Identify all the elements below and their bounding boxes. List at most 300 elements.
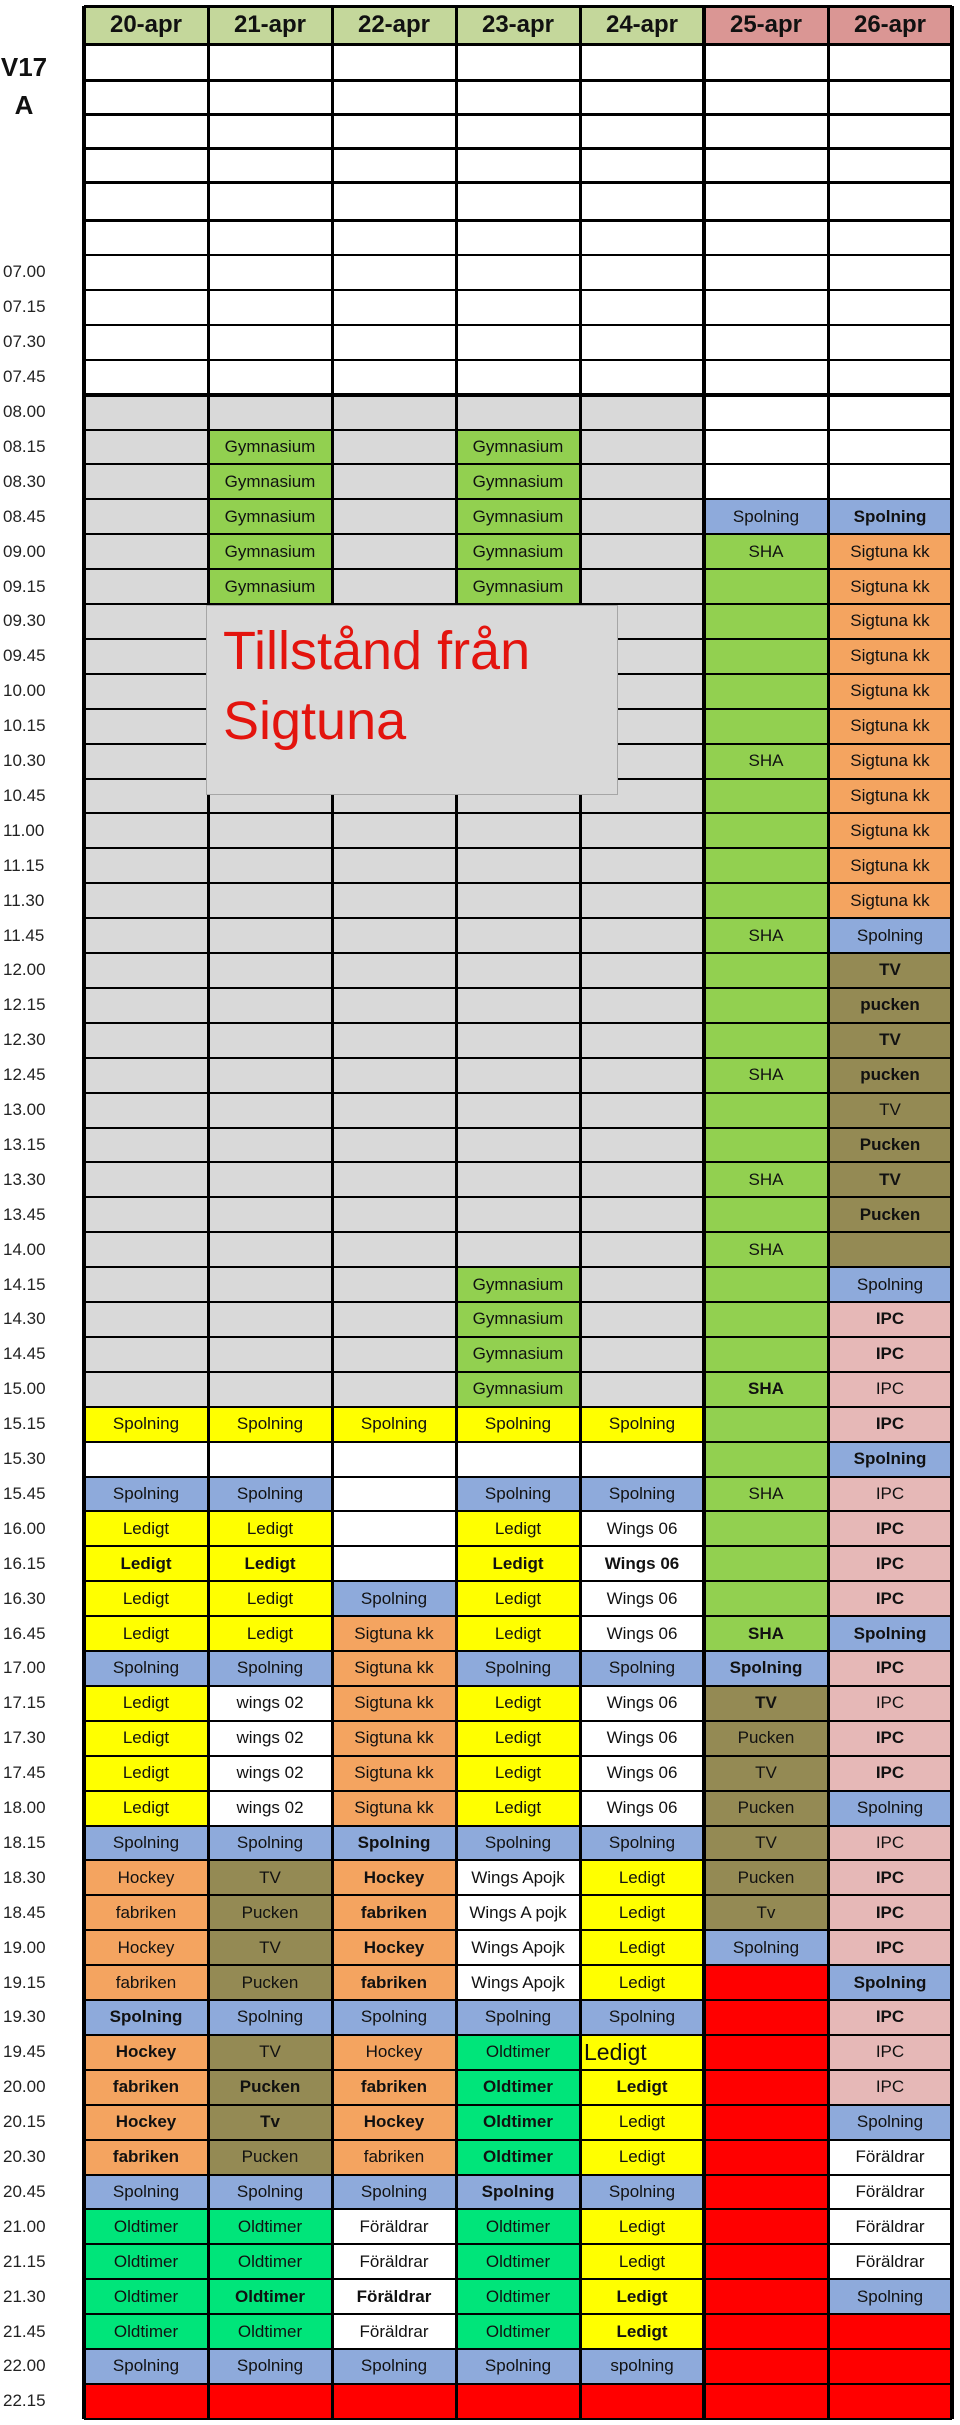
schedule-cell[interactable] (332, 1162, 456, 1197)
schedule-cell[interactable] (208, 290, 332, 325)
schedule-cell[interactable]: Pucken (828, 1128, 952, 1163)
schedule-cell[interactable]: Ledigt (84, 1616, 208, 1651)
schedule-cell[interactable]: Spolning (704, 499, 828, 534)
schedule-cell[interactable] (84, 534, 208, 569)
schedule-cell[interactable]: Sigtuna kk (828, 848, 952, 883)
schedule-cell[interactable]: IPC (828, 1477, 952, 1512)
schedule-cell[interactable]: Spolning (828, 1616, 952, 1651)
schedule-cell[interactable]: Wings 06 (580, 1721, 704, 1756)
schedule-cell[interactable] (456, 1197, 580, 1232)
schedule-cell[interactable] (704, 569, 828, 604)
schedule-cell[interactable]: Spolning (208, 2349, 332, 2384)
schedule-cell[interactable]: Spolning (828, 1267, 952, 1302)
schedule-cell[interactable] (580, 848, 704, 883)
schedule-cell[interactable] (580, 813, 704, 848)
schedule-cell[interactable]: Spolning (580, 1651, 704, 1686)
schedule-cell[interactable]: Wings 06 (580, 1511, 704, 1546)
schedule-cell[interactable] (332, 2384, 456, 2419)
schedule-cell[interactable]: IPC (828, 1756, 952, 1791)
schedule-cell[interactable] (456, 1093, 580, 1128)
schedule-cell[interactable]: Hockey (332, 2035, 456, 2070)
schedule-cell[interactable] (84, 1267, 208, 1302)
schedule-cell[interactable]: Spolning (208, 2175, 332, 2210)
schedule-cell[interactable] (332, 499, 456, 534)
schedule-cell[interactable] (84, 290, 208, 325)
schedule-cell[interactable] (456, 255, 580, 290)
schedule-cell[interactable] (828, 2349, 952, 2384)
schedule-cell[interactable]: Ledigt (208, 1546, 332, 1581)
schedule-cell[interactable] (704, 639, 828, 674)
schedule-cell[interactable]: Oldtimer (456, 2070, 580, 2105)
schedule-cell[interactable]: Gymnasium (456, 1302, 580, 1337)
schedule-cell[interactable]: Föräldrar (828, 2209, 952, 2244)
schedule-cell[interactable]: IPC (828, 1511, 952, 1546)
schedule-cell[interactable] (84, 1442, 208, 1477)
schedule-cell[interactable] (84, 255, 208, 290)
schedule-cell[interactable]: SHA (704, 1477, 828, 1512)
schedule-cell[interactable]: Oldtimer (456, 2314, 580, 2349)
schedule-cell[interactable]: Gymnasium (456, 430, 580, 465)
schedule-cell[interactable] (208, 813, 332, 848)
schedule-cell[interactable] (580, 290, 704, 325)
schedule-cell[interactable] (456, 1058, 580, 1093)
schedule-cell[interactable]: Gymnasium (456, 1267, 580, 1302)
schedule-cell[interactable] (704, 1511, 828, 1546)
schedule-cell[interactable] (84, 639, 208, 674)
schedule-cell[interactable]: fabriken (332, 1965, 456, 2000)
schedule-cell[interactable]: fabriken (332, 2070, 456, 2105)
schedule-cell[interactable] (84, 2384, 208, 2419)
schedule-cell[interactable]: Spolning (580, 1477, 704, 1512)
schedule-cell[interactable]: Ledigt (456, 1686, 580, 1721)
schedule-cell[interactable]: Spolning (208, 1407, 332, 1442)
schedule-cell[interactable]: Föräldrar (828, 2140, 952, 2175)
schedule-cell[interactable] (208, 395, 332, 430)
schedule-cell[interactable]: IPC (828, 1302, 952, 1337)
schedule-cell[interactable]: spolning (580, 2349, 704, 2384)
schedule-cell[interactable] (84, 1093, 208, 1128)
schedule-cell[interactable]: fabriken (84, 2070, 208, 2105)
schedule-cell[interactable]: Ledigt (580, 2035, 704, 2070)
schedule-cell[interactable]: Pucken (208, 1965, 332, 2000)
schedule-cell[interactable] (332, 325, 456, 360)
schedule-cell[interactable] (456, 290, 580, 325)
schedule-cell[interactable]: Ledigt (84, 1546, 208, 1581)
schedule-cell[interactable] (332, 918, 456, 953)
schedule-cell[interactable] (704, 290, 828, 325)
schedule-cell[interactable] (828, 290, 952, 325)
schedule-cell[interactable]: IPC (828, 2070, 952, 2105)
schedule-cell[interactable]: Wings 06 (580, 1581, 704, 1616)
schedule-cell[interactable] (332, 1197, 456, 1232)
schedule-cell[interactable] (580, 1372, 704, 1407)
schedule-cell[interactable]: Föräldrar (332, 2244, 456, 2279)
schedule-cell[interactable] (828, 395, 952, 430)
schedule-cell[interactable]: Oldtimer (456, 2105, 580, 2140)
schedule-cell[interactable] (580, 534, 704, 569)
schedule-cell[interactable] (828, 325, 952, 360)
schedule-cell[interactable]: Ledigt (208, 1581, 332, 1616)
schedule-cell[interactable] (456, 395, 580, 430)
schedule-cell[interactable] (84, 674, 208, 709)
schedule-cell[interactable] (84, 1058, 208, 1093)
schedule-cell[interactable]: TV (704, 1826, 828, 1861)
schedule-cell[interactable] (456, 918, 580, 953)
schedule-cell[interactable]: Spolning (828, 2105, 952, 2140)
schedule-cell[interactable]: Sigtuna kk (332, 1616, 456, 1651)
schedule-cell[interactable] (704, 2035, 828, 2070)
schedule-cell[interactable] (704, 604, 828, 639)
schedule-cell[interactable]: Sigtuna kk (828, 569, 952, 604)
schedule-cell[interactable] (332, 1232, 456, 1267)
schedule-cell[interactable]: Hockey (84, 1930, 208, 1965)
schedule-cell[interactable] (580, 464, 704, 499)
schedule-cell[interactable]: Ledigt (208, 1616, 332, 1651)
schedule-cell[interactable] (580, 325, 704, 360)
schedule-cell[interactable] (332, 1302, 456, 1337)
schedule-cell[interactable] (704, 1965, 828, 2000)
schedule-cell[interactable] (456, 1023, 580, 1058)
schedule-cell[interactable] (580, 1093, 704, 1128)
schedule-cell[interactable]: Ledigt (456, 1791, 580, 1826)
schedule-cell[interactable]: Oldtimer (456, 2140, 580, 2175)
schedule-cell[interactable]: wings 02 (208, 1791, 332, 1826)
schedule-cell[interactable]: Sigtuna kk (332, 1721, 456, 1756)
schedule-cell[interactable] (84, 360, 208, 395)
schedule-cell[interactable] (580, 1302, 704, 1337)
schedule-cell[interactable]: Oldtimer (208, 2279, 332, 2314)
schedule-cell[interactable] (704, 395, 828, 430)
schedule-cell[interactable]: Sigtuna kk (332, 1686, 456, 1721)
schedule-cell[interactable] (332, 1093, 456, 1128)
schedule-cell[interactable]: Spolning (332, 2175, 456, 2210)
schedule-cell[interactable]: IPC (828, 1337, 952, 1372)
schedule-cell[interactable]: Ledigt (84, 1721, 208, 1756)
schedule-cell[interactable] (208, 988, 332, 1023)
schedule-cell[interactable]: Ledigt (84, 1511, 208, 1546)
schedule-cell[interactable] (208, 953, 332, 988)
schedule-cell[interactable]: Gymnasium (456, 569, 580, 604)
schedule-cell[interactable] (580, 360, 704, 395)
schedule-cell[interactable] (332, 534, 456, 569)
schedule-cell[interactable]: Spolning (84, 1477, 208, 1512)
schedule-cell[interactable] (456, 1128, 580, 1163)
schedule-cell[interactable]: Ledigt (580, 2244, 704, 2279)
schedule-cell[interactable]: Oldtimer (456, 2209, 580, 2244)
schedule-cell[interactable]: Ledigt (580, 1895, 704, 1930)
schedule-cell[interactable] (704, 674, 828, 709)
schedule-cell[interactable] (208, 883, 332, 918)
schedule-cell[interactable] (456, 953, 580, 988)
schedule-cell[interactable]: Wings Apojk (456, 1860, 580, 1895)
schedule-cell[interactable] (456, 813, 580, 848)
schedule-cell[interactable] (580, 1232, 704, 1267)
schedule-cell[interactable] (208, 1267, 332, 1302)
schedule-cell[interactable]: Sigtuna kk (828, 709, 952, 744)
schedule-cell[interactable] (208, 848, 332, 883)
schedule-cell[interactable] (332, 1023, 456, 1058)
schedule-cell[interactable] (332, 1337, 456, 1372)
schedule-cell[interactable] (332, 569, 456, 604)
schedule-cell[interactable] (704, 779, 828, 814)
schedule-cell[interactable] (704, 2070, 828, 2105)
schedule-cell[interactable]: Wings 06 (580, 1756, 704, 1791)
schedule-cell[interactable]: IPC (828, 1581, 952, 1616)
schedule-cell[interactable]: SHA (704, 1232, 828, 1267)
schedule-cell[interactable] (704, 1093, 828, 1128)
schedule-cell[interactable]: Gymnasium (456, 1372, 580, 1407)
schedule-cell[interactable]: Tv (704, 1895, 828, 1930)
schedule-cell[interactable] (208, 1058, 332, 1093)
schedule-cell[interactable]: Spolning (580, 1407, 704, 1442)
schedule-cell[interactable] (580, 1162, 704, 1197)
schedule-cell[interactable] (84, 779, 208, 814)
schedule-cell[interactable]: fabriken (332, 2140, 456, 2175)
schedule-cell[interactable] (704, 2140, 828, 2175)
schedule-cell[interactable] (84, 499, 208, 534)
schedule-cell[interactable]: Spolning (580, 1826, 704, 1861)
schedule-cell[interactable]: Hockey (84, 1860, 208, 1895)
schedule-cell[interactable] (84, 430, 208, 465)
schedule-cell[interactable] (580, 395, 704, 430)
schedule-cell[interactable]: wings 02 (208, 1756, 332, 1791)
schedule-cell[interactable] (332, 290, 456, 325)
schedule-cell[interactable] (332, 255, 456, 290)
schedule-cell[interactable]: Hockey (84, 2105, 208, 2140)
schedule-cell[interactable]: Wings 06 (580, 1791, 704, 1826)
schedule-cell[interactable]: Ledigt (456, 1616, 580, 1651)
schedule-cell[interactable]: Gymnasium (208, 464, 332, 499)
schedule-cell[interactable] (456, 325, 580, 360)
schedule-cell[interactable]: Spolning (828, 918, 952, 953)
schedule-cell[interactable] (456, 1162, 580, 1197)
schedule-cell[interactable] (84, 848, 208, 883)
schedule-cell[interactable] (84, 918, 208, 953)
schedule-cell[interactable]: Gymnasium (456, 499, 580, 534)
schedule-cell[interactable] (332, 464, 456, 499)
schedule-cell[interactable] (84, 1128, 208, 1163)
schedule-cell[interactable] (580, 1337, 704, 1372)
schedule-cell[interactable]: Pucken (704, 1791, 828, 1826)
schedule-cell[interactable]: Spolning (208, 2000, 332, 2035)
schedule-cell[interactable] (704, 1128, 828, 1163)
schedule-cell[interactable]: Pucken (208, 2070, 332, 2105)
schedule-cell[interactable] (456, 988, 580, 1023)
schedule-cell[interactable]: Wings 06 (580, 1686, 704, 1721)
schedule-cell[interactable]: Spolning (456, 2349, 580, 2384)
schedule-cell[interactable] (704, 2175, 828, 2210)
schedule-cell[interactable]: TV (704, 1686, 828, 1721)
schedule-cell[interactable] (208, 1302, 332, 1337)
schedule-cell[interactable]: Sigtuna kk (828, 779, 952, 814)
schedule-cell[interactable]: Ledigt (580, 2209, 704, 2244)
schedule-cell[interactable] (704, 430, 828, 465)
schedule-cell[interactable]: Spolning (704, 1651, 828, 1686)
schedule-cell[interactable]: Ledigt (456, 1756, 580, 1791)
schedule-cell[interactable]: Spolning (332, 2349, 456, 2384)
schedule-cell[interactable]: Wings Apojk (456, 1930, 580, 1965)
schedule-cell[interactable]: Ledigt (456, 1581, 580, 1616)
schedule-cell[interactable]: Spolning (828, 499, 952, 534)
schedule-cell[interactable] (208, 1197, 332, 1232)
schedule-cell[interactable]: Föräldrar (828, 2175, 952, 2210)
schedule-cell[interactable] (704, 2349, 828, 2384)
schedule-cell[interactable]: Sigtuna kk (828, 883, 952, 918)
schedule-cell[interactable] (580, 1197, 704, 1232)
schedule-cell[interactable]: TV (208, 1930, 332, 1965)
schedule-cell[interactable]: Gymnasium (208, 430, 332, 465)
schedule-cell[interactable] (704, 2000, 828, 2035)
schedule-cell[interactable]: Pucken (208, 2140, 332, 2175)
schedule-cell[interactable] (580, 430, 704, 465)
schedule-cell[interactable]: IPC (828, 1895, 952, 1930)
schedule-cell[interactable] (84, 744, 208, 779)
schedule-cell[interactable]: pucken (828, 988, 952, 1023)
schedule-cell[interactable] (456, 1232, 580, 1267)
schedule-cell[interactable]: Föräldrar (828, 2244, 952, 2279)
schedule-cell[interactable]: fabriken (332, 1895, 456, 1930)
schedule-cell[interactable] (580, 1442, 704, 1477)
schedule-cell[interactable] (208, 1442, 332, 1477)
schedule-cell[interactable] (704, 709, 828, 744)
schedule-cell[interactable]: Ledigt (84, 1581, 208, 1616)
schedule-cell[interactable] (580, 255, 704, 290)
schedule-cell[interactable]: Spolning (456, 1407, 580, 1442)
schedule-cell[interactable] (208, 325, 332, 360)
schedule-cell[interactable] (332, 953, 456, 988)
schedule-cell[interactable] (332, 1442, 456, 1477)
schedule-cell[interactable] (332, 813, 456, 848)
schedule-cell[interactable]: Ledigt (84, 1756, 208, 1791)
schedule-cell[interactable]: Sigtuna kk (828, 813, 952, 848)
schedule-cell[interactable] (704, 1023, 828, 1058)
schedule-cell[interactable] (828, 1232, 952, 1267)
schedule-cell[interactable]: Ledigt (580, 2070, 704, 2105)
schedule-cell[interactable]: Spolning (332, 1581, 456, 1616)
schedule-cell[interactable] (704, 360, 828, 395)
schedule-cell[interactable]: Spolning (704, 1930, 828, 1965)
schedule-cell[interactable]: Ledigt (456, 1546, 580, 1581)
schedule-cell[interactable] (580, 988, 704, 1023)
schedule-cell[interactable]: IPC (828, 1651, 952, 1686)
schedule-cell[interactable]: Oldtimer (84, 2279, 208, 2314)
schedule-cell[interactable] (84, 1302, 208, 1337)
schedule-cell[interactable] (828, 464, 952, 499)
schedule-cell[interactable]: Spolning (580, 2175, 704, 2210)
schedule-cell[interactable] (84, 1197, 208, 1232)
schedule-cell[interactable]: IPC (828, 1546, 952, 1581)
schedule-cell[interactable]: IPC (828, 1860, 952, 1895)
schedule-cell[interactable]: Sigtuna kk (828, 534, 952, 569)
schedule-cell[interactable] (84, 1372, 208, 1407)
schedule-cell[interactable]: Ledigt (580, 1860, 704, 1895)
schedule-cell[interactable] (208, 918, 332, 953)
schedule-cell[interactable]: Hockey (332, 2105, 456, 2140)
schedule-cell[interactable]: Oldtimer (84, 2314, 208, 2349)
schedule-cell[interactable] (84, 813, 208, 848)
schedule-cell[interactable]: Ledigt (580, 2279, 704, 2314)
schedule-cell[interactable]: Spolning (84, 1826, 208, 1861)
schedule-cell[interactable]: IPC (828, 1407, 952, 1442)
schedule-cell[interactable]: SHA (704, 1058, 828, 1093)
schedule-cell[interactable]: Ledigt (456, 1721, 580, 1756)
schedule-cell[interactable] (704, 1337, 828, 1372)
schedule-cell[interactable] (84, 883, 208, 918)
schedule-cell[interactable]: TV (704, 1756, 828, 1791)
schedule-cell[interactable] (704, 1197, 828, 1232)
schedule-cell[interactable] (332, 1372, 456, 1407)
schedule-cell[interactable] (704, 1407, 828, 1442)
schedule-cell[interactable]: Spolning (828, 1965, 952, 2000)
schedule-cell[interactable]: Oldtimer (208, 2244, 332, 2279)
schedule-cell[interactable] (84, 569, 208, 604)
schedule-cell[interactable] (704, 1302, 828, 1337)
schedule-cell[interactable] (580, 883, 704, 918)
schedule-cell[interactable]: TV (208, 1860, 332, 1895)
schedule-cell[interactable]: fabriken (84, 1895, 208, 1930)
schedule-cell[interactable] (704, 464, 828, 499)
schedule-cell[interactable]: IPC (828, 1930, 952, 1965)
schedule-cell[interactable]: Wings A pojk (456, 1895, 580, 1930)
schedule-cell[interactable] (84, 1162, 208, 1197)
schedule-cell[interactable] (456, 1442, 580, 1477)
schedule-cell[interactable] (208, 1232, 332, 1267)
schedule-cell[interactable] (208, 1093, 332, 1128)
schedule-cell[interactable]: IPC (828, 2000, 952, 2035)
schedule-cell[interactable] (208, 2384, 332, 2419)
schedule-cell[interactable]: IPC (828, 1721, 952, 1756)
schedule-cell[interactable] (704, 2384, 828, 2419)
schedule-cell[interactable]: Gymnasium (208, 534, 332, 569)
schedule-cell[interactable] (84, 953, 208, 988)
schedule-cell[interactable] (456, 848, 580, 883)
schedule-cell[interactable] (84, 988, 208, 1023)
schedule-cell[interactable]: Tv (208, 2105, 332, 2140)
schedule-cell[interactable] (704, 1581, 828, 1616)
schedule-cell[interactable]: Oldtimer (84, 2244, 208, 2279)
schedule-cell[interactable] (704, 883, 828, 918)
schedule-cell[interactable]: Ledigt (580, 2314, 704, 2349)
schedule-cell[interactable]: Ledigt (580, 1965, 704, 2000)
schedule-cell[interactable]: Wings 06 (580, 1546, 704, 1581)
schedule-cell[interactable] (580, 953, 704, 988)
schedule-cell[interactable] (828, 2384, 952, 2419)
schedule-cell[interactable] (580, 2384, 704, 2419)
schedule-cell[interactable] (828, 430, 952, 465)
schedule-cell[interactable]: SHA (704, 1372, 828, 1407)
schedule-cell[interactable] (332, 1546, 456, 1581)
schedule-cell[interactable] (332, 1511, 456, 1546)
schedule-cell[interactable]: Spolning (456, 1477, 580, 1512)
schedule-cell[interactable] (208, 1337, 332, 1372)
schedule-cell[interactable]: IPC (828, 2035, 952, 2070)
schedule-cell[interactable]: Ledigt (456, 1511, 580, 1546)
schedule-cell[interactable] (456, 360, 580, 395)
schedule-cell[interactable]: Hockey (84, 2035, 208, 2070)
schedule-cell[interactable]: Spolning (84, 2000, 208, 2035)
schedule-cell[interactable] (332, 430, 456, 465)
schedule-cell[interactable] (704, 1546, 828, 1581)
schedule-cell[interactable] (208, 1128, 332, 1163)
schedule-cell[interactable]: Wings 06 (580, 1616, 704, 1651)
schedule-cell[interactable]: Oldtimer (208, 2314, 332, 2349)
schedule-cell[interactable] (828, 360, 952, 395)
schedule-cell[interactable] (84, 604, 208, 639)
schedule-cell[interactable]: Sigtuna kk (828, 639, 952, 674)
schedule-cell[interactable] (580, 918, 704, 953)
schedule-cell[interactable] (704, 953, 828, 988)
schedule-cell[interactable]: Oldtimer (456, 2279, 580, 2314)
